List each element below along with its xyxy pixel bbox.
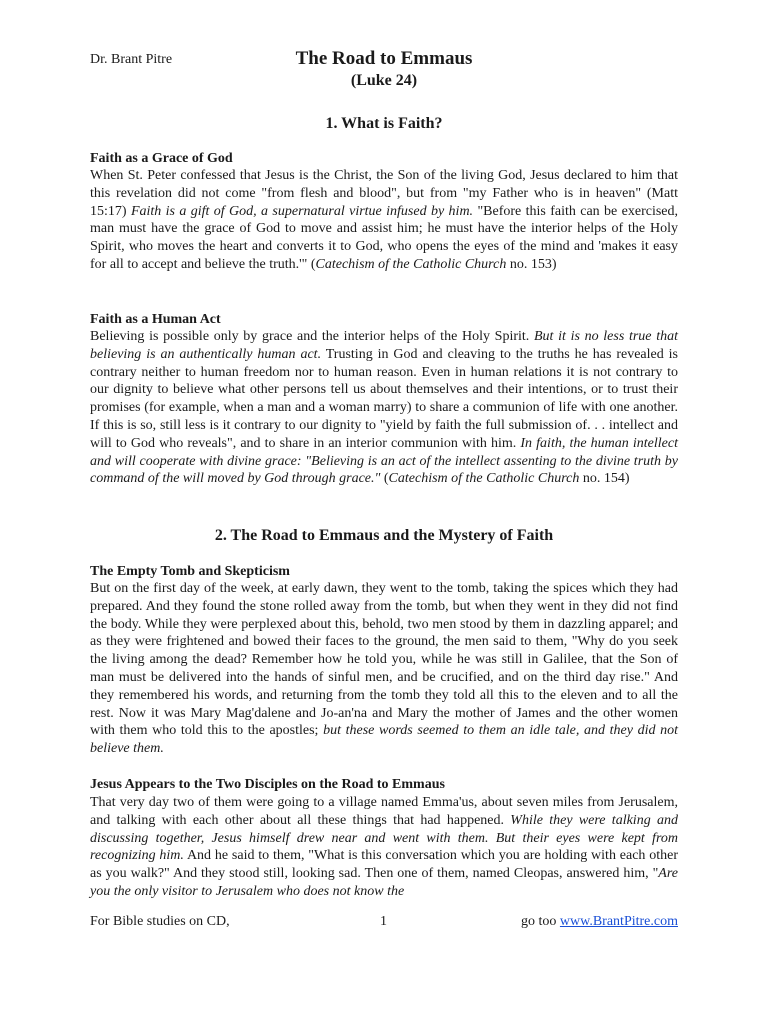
text-span: When St. Peter confessed that Jesus is the Christ, the Son of the living God, Jesus declared to him that this revelation did not come "from flesh and blood", but from "my Father who is in heaven" (Matt 15:17) (90, 168, 678, 219)
footer-left-text: For Bible studies on CD, (90, 914, 230, 929)
author-name: Dr. Brant Pitre (90, 52, 173, 67)
faith-grace-heading: Faith as a Grace of God (90, 151, 233, 166)
italic-span: Faith is a gift of God, a supernatural virtue infused by him. (130, 203, 474, 219)
italic-span: In faith, the human intellect and will cooperate with divine grace: "Believing is an act of the intellect assenting to the divine truth by command of the will moved by God through grace." (90, 435, 678, 487)
document-subtitle: (Luke 24) (350, 72, 418, 89)
footer-right (521, 914, 678, 930)
empty-tomb-paragraph (90, 580, 678, 758)
road-emmaus-heading: Jesus Appears to the Two Disciples on the Road to Emmaus (90, 777, 445, 792)
section-2-heading: 2. The Road to Emmaus and the Mystery of Faith (214, 527, 554, 544)
italic-span: Are you the only visitor to Jerusalem who does not know the (90, 866, 678, 899)
italic-span: but these words seemed to them an idle tale, and they did not believe them. (90, 723, 678, 757)
text-span: no. 154) (579, 471, 630, 487)
text-span: That very day two of them were going to a village named Emma'us, about seven miles from Jerusalem, and talking with each other about all these things that had happened. (90, 795, 678, 828)
page-number: 1 (380, 914, 387, 929)
faith-human-act-paragraph (90, 328, 678, 488)
text-span: no. 153) (506, 256, 557, 272)
italic-span: While they were talking and discussing together, Jesus himself drew near and went with them. But their eyes were kept from recognizing him. (90, 812, 678, 864)
text-span: "Before this faith can be exercised, man must have the grace of God to move and assist him; he must have the interior helps of the Holy Spirit, who moves the heart and converts it to God, who opens the eyes of the mind and 'makes it easy for all to accept and believe the truth.'" ( (90, 203, 678, 272)
text-span: But on the first day of the week, at early dawn, they went to the tomb, taking the spices which they had prepared. And they found the stone rolled away from the tomb, but when they went in they did not find the body. While they were perplexed about this, behold, two men stood by them in dazzling apparel; and as they were frightened and bowed their faces to the ground, the men said to them, "Why do you seek the living among the dead? Remember how he told you, while he was still in Galilee, that the Son of man must be delivered into the hands of sinful men, and be crucified, and on the third day rise." And they remembered his words, and returning from the tomb they told all this to the eleven and to all the rest. Now it was Mary Mag'dalene and Jo-an'na and Mary the mother of James and the other women with them who told this to the apostles; (90, 581, 678, 739)
footer-right-text: go too (521, 914, 560, 929)
empty-tomb-heading: The Empty Tomb and Skepticism (90, 564, 290, 579)
italic-span: But it is no less true that believing is an authentically human act. (90, 329, 678, 362)
text-span: Trusting in God and cleaving to the truths he has revealed is contrary neither to human freedom nor to human reason. Even in human relations it is not contrary to our dignity to believe what other persons tell us about themselves and their intentions, or to trust their promises (for example, when a man and a woman marry) to share a communion of life with one another. If this is so, still less is it contrary to our dignity to "yield by faith the full submission of. . . intellect and will to God who reveals", and to share in an interior communion with him. (90, 346, 678, 451)
road-emmaus-paragraph (90, 794, 678, 901)
website-link[interactable]: www.BrantPitre.com (559, 914, 678, 929)
citation-span: Catechism of the Catholic Church (315, 256, 507, 272)
citation-span: Catechism of the Catholic Church (388, 471, 580, 487)
text-span: ( (380, 471, 389, 487)
text-span: Believing is possible only by grace and the interior helps of the Holy Spirit. (90, 329, 534, 344)
section-1-heading: 1. What is Faith? (325, 115, 443, 132)
faith-grace-paragraph (90, 167, 678, 274)
document-title: The Road to Emmaus (295, 48, 473, 69)
text-span: And he said to them, "What is this conversation which you are holding with each other as you walk?" And they stood still, looking sad. Then one of them, named Cleopas, answered him, " (90, 848, 678, 882)
faith-human-act-heading: Faith as a Human Act (90, 312, 221, 327)
